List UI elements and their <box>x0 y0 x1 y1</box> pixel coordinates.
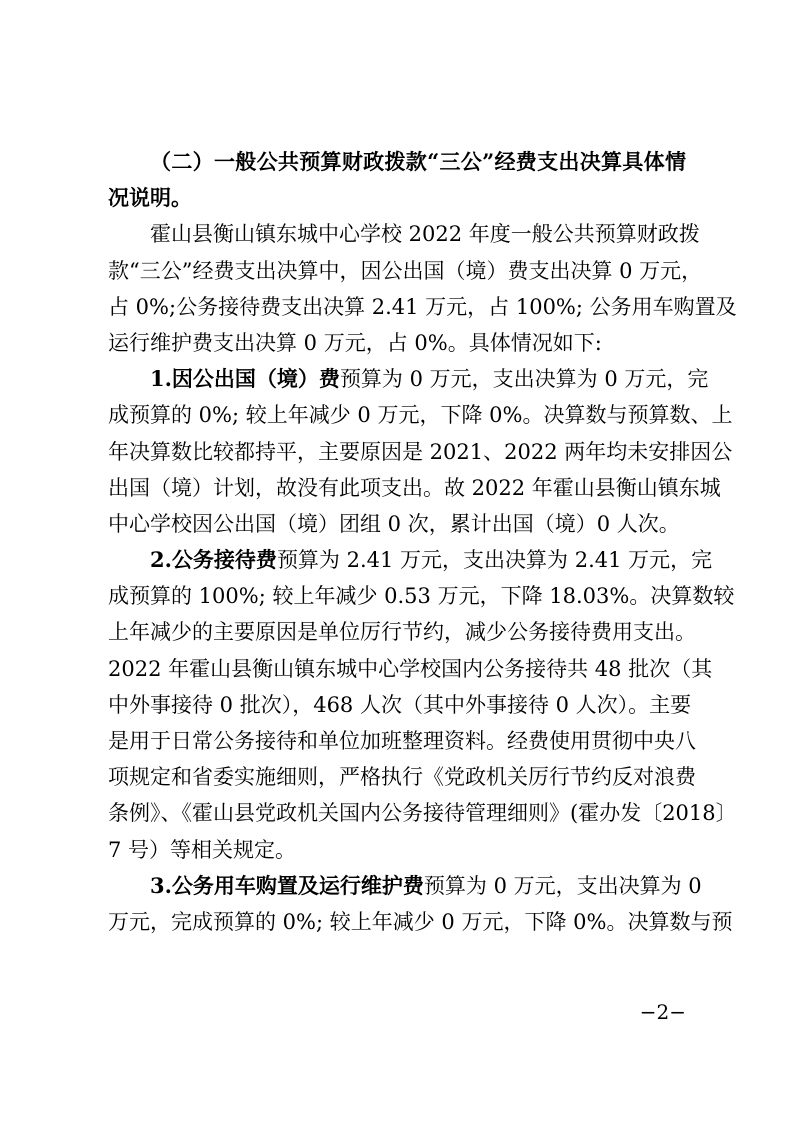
item-3-title: 3.公务用车购置及运行维护费 <box>150 872 424 898</box>
page-number: −2− <box>639 1000 686 1024</box>
intro-line: 款“三公”经费支出决算中，因公出国（境）费支出决算 0 万元， <box>108 258 703 283</box>
intro-line: 霍山县衡山镇东城中心学校 2022 年度一般公共预算财政拨 <box>150 222 700 247</box>
item-2-line: 是用于日常公务接待和单位加班整理资料。经费使用贯彻中央八 <box>108 729 696 753</box>
item-3-first-rest: 预算为 0 万元，支出决算为 0 <box>423 873 702 898</box>
section-heading-line-1: （二）一般公共预算财政拨款“三公”经费支出决算具体情 <box>150 149 686 174</box>
item-1-first-line <box>108 361 709 397</box>
item-1-line: 中心学校因公出国（境）团组 0 次，累计出国（境）0 人次。 <box>108 511 680 536</box>
item-3-paragraph <box>108 868 733 940</box>
item-2-line: 中外事接待 0 批次），468 人次（其中外事接待 0 人次）。主要 <box>108 692 692 717</box>
item-2-first-rest: 预算为 2.41 万元，支出决算为 2.41 万元，完 <box>276 548 713 573</box>
section-heading-line-2: 况说明。 <box>108 185 192 211</box>
item-2-line: 上年减少的主要原因是单位厉行节约，减少公务接待费用支出。 <box>108 620 696 645</box>
intro-line: 占 0%;公务接待费支出决算 2.41 万元，占 100%; 公务用车购置及 <box>108 294 737 319</box>
item-1-line: 出国（境）计划，故没有此项支出。故 2022 年霍山县衡山镇东城 <box>108 475 721 500</box>
item-3-line: 万元，完成预算的 0%; 较上年减少 0 万元，下降 0%。决算数与预 <box>108 909 733 934</box>
item-1-paragraph <box>108 361 733 542</box>
item-2-line: 2022 年霍山县衡山镇东城中心学校国内公务接待共 48 批次（其 <box>108 656 713 681</box>
intro-paragraph <box>108 216 737 361</box>
item-2-line: 成预算的 100%; 较上年减少 0.53 万元，下降 18.03%。决算数较 <box>108 584 735 609</box>
item-1-first-rest: 预算为 0 万元，支出决算为 0 万元，完 <box>339 367 709 392</box>
item-2-title: 2.公务接待费 <box>150 547 277 573</box>
item-1-line: 成预算的 0%; 较上年减少 0 万元，下降 0%。决算数与预算数、上 <box>108 403 733 428</box>
intro-line: 运行维护费支出决算 0 万元，占 0%。具体情况如下: <box>108 330 602 355</box>
document-body <box>108 144 737 940</box>
item-1-line: 年决算数比较都持平，主要原因是 2021、2022 两年均未安排因公 <box>108 439 733 464</box>
item-2-first-line <box>108 542 713 578</box>
item-3-first-line <box>108 868 702 904</box>
item-2-line: 7 号）等相关规定。 <box>108 837 297 862</box>
item-2-line: 条例》、《霍山县党政机关国内公务接待管理细则》(霍办发〔2018〕 <box>108 801 737 826</box>
item-1-title: 1.因公出国（境）费 <box>150 366 340 392</box>
item-2-paragraph <box>108 542 737 868</box>
item-2-line: 项规定和省委实施细则，严格执行《党政机关厉行节约反对浪费 <box>108 765 696 790</box>
